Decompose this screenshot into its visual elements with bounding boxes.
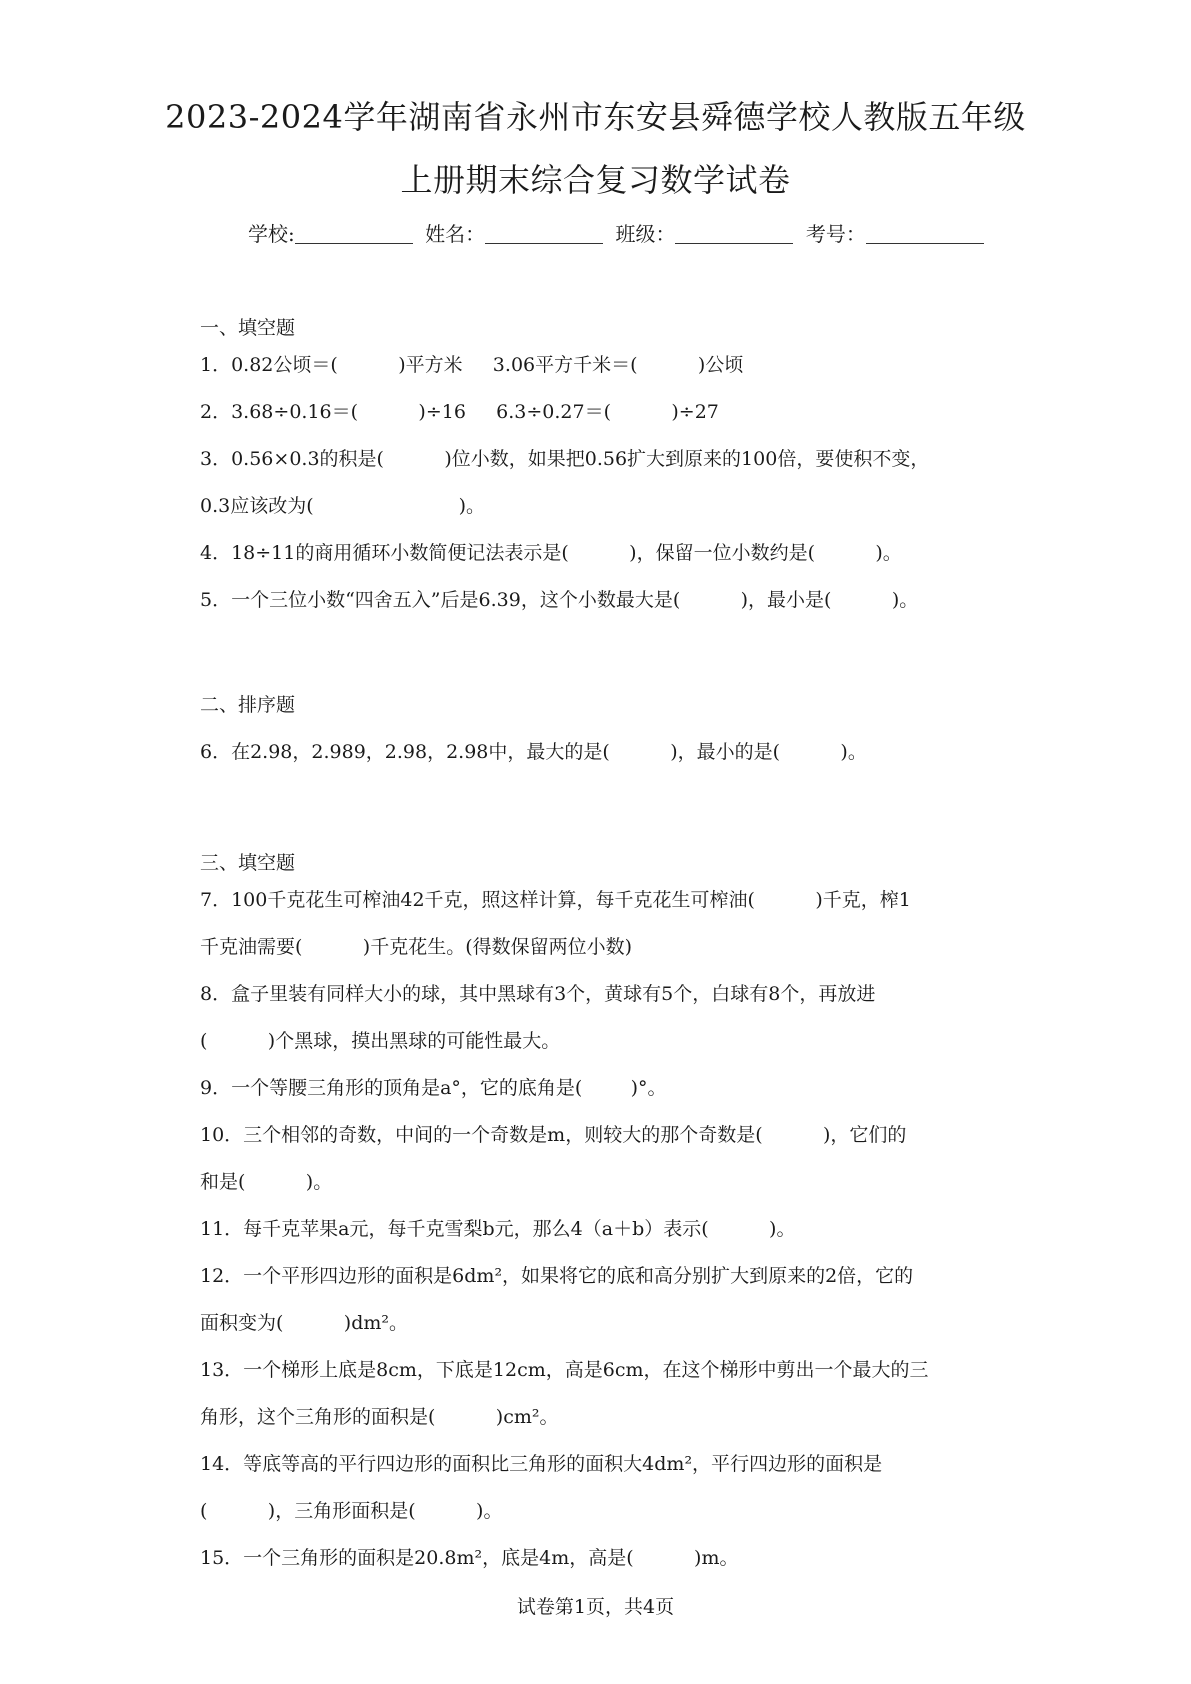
class-label: 班级： — [615, 222, 676, 246]
question-14-continued: ( )，三角形面积是( )。 — [200, 1500, 503, 1522]
question-10: 10．三个相邻的奇数，中间的一个奇数是m，则较大的那个奇数是( )，它们的 — [200, 1124, 907, 1146]
question-8-continued: ( )个黑球，摸出黑球的可能性最大。 — [200, 1030, 561, 1052]
question-3-continued: 0.3应该改为( )。 — [200, 495, 485, 517]
question-8: 8．盒子里装有同样大小的球，其中黑球有3个，黄球有5个，白球有8个，再放进 — [200, 983, 876, 1005]
name-label: 姓名： — [425, 222, 486, 246]
section-heading-1: 一、填空题 — [200, 317, 296, 339]
question-6: 6．在2.98，2.989，2.98，2.98中，最大的是( )，最小的是( )。 — [200, 741, 867, 763]
question-13-continued: 角形，这个三角形的面积是( )cm²。 — [200, 1406, 559, 1428]
student-info-row — [248, 218, 990, 247]
question-7-continued: 千克油需要( )千克花生。(得数保留两位小数) — [200, 936, 633, 958]
question-5: 5．一个三位小数“四舍五入”后是6.39，这个小数最大是( )，最小是( )。 — [200, 589, 919, 611]
question-15: 15．一个三角形的面积是20.8m²，底是4m，高是( )m。 — [200, 1547, 739, 1569]
question-1: 1．0.82公顷＝( )平方米 3.06平方千米＝( )公顷 — [200, 354, 744, 376]
question-9: 9．一个等腰三角形的顶角是a°，它的底角是( )°。 — [200, 1077, 667, 1099]
question-4: 4．18÷11的商用循环小数简便记法表示是( )，保留一位小数约是( )。 — [200, 542, 902, 564]
title-line-1: 2023-2024学年湖南省永州市东安县舜德学校人教版五年级 — [165, 98, 1026, 136]
question-14: 14．等底等高的平行四边形的面积比三角形的面积大4dm²，平行四边形的面积是 — [200, 1453, 883, 1475]
school-blank[interactable] — [295, 225, 413, 244]
question-2: 2．3.68÷0.16＝( )÷16 6.3÷0.27＝( )÷27 — [200, 401, 719, 423]
school-label: 学校: — [248, 222, 295, 246]
question-12-continued: 面积变为( )dm²。 — [200, 1312, 409, 1334]
question-7: 7．100千克花生可榨油42千克，照这样计算，每千克花生可榨油( )千克，榨1 — [200, 889, 911, 911]
section-heading-2: 二、排序题 — [200, 694, 296, 716]
question-12: 12．一个平形四边形的面积是6dm²，如果将它的底和高分别扩大到原来的2倍，它的 — [200, 1265, 914, 1287]
question-3: 3．0.56×0.3的积是( )位小数，如果把0.56扩大到原来的100倍，要使积不变， — [200, 448, 930, 470]
class-blank[interactable] — [675, 225, 793, 244]
question-13: 13．一个梯形上底是8cm，下底是12cm，高是6cm，在这个梯形中剪出一个最大的三 — [200, 1359, 929, 1381]
title-line-2: 上册期末综合复习数学试卷 — [400, 161, 791, 199]
page-footer: 试卷第1页，共4页 — [516, 1596, 675, 1618]
id-label: 考号： — [805, 222, 866, 246]
name-blank[interactable] — [485, 225, 603, 244]
section-heading-3: 三、填空题 — [200, 852, 296, 874]
question-10-continued: 和是( )。 — [200, 1171, 333, 1193]
question-11: 11．每千克苹果a元，每千克雪梨b元，那么4（a＋b）表示( )。 — [200, 1218, 796, 1240]
id-blank[interactable] — [866, 225, 984, 244]
